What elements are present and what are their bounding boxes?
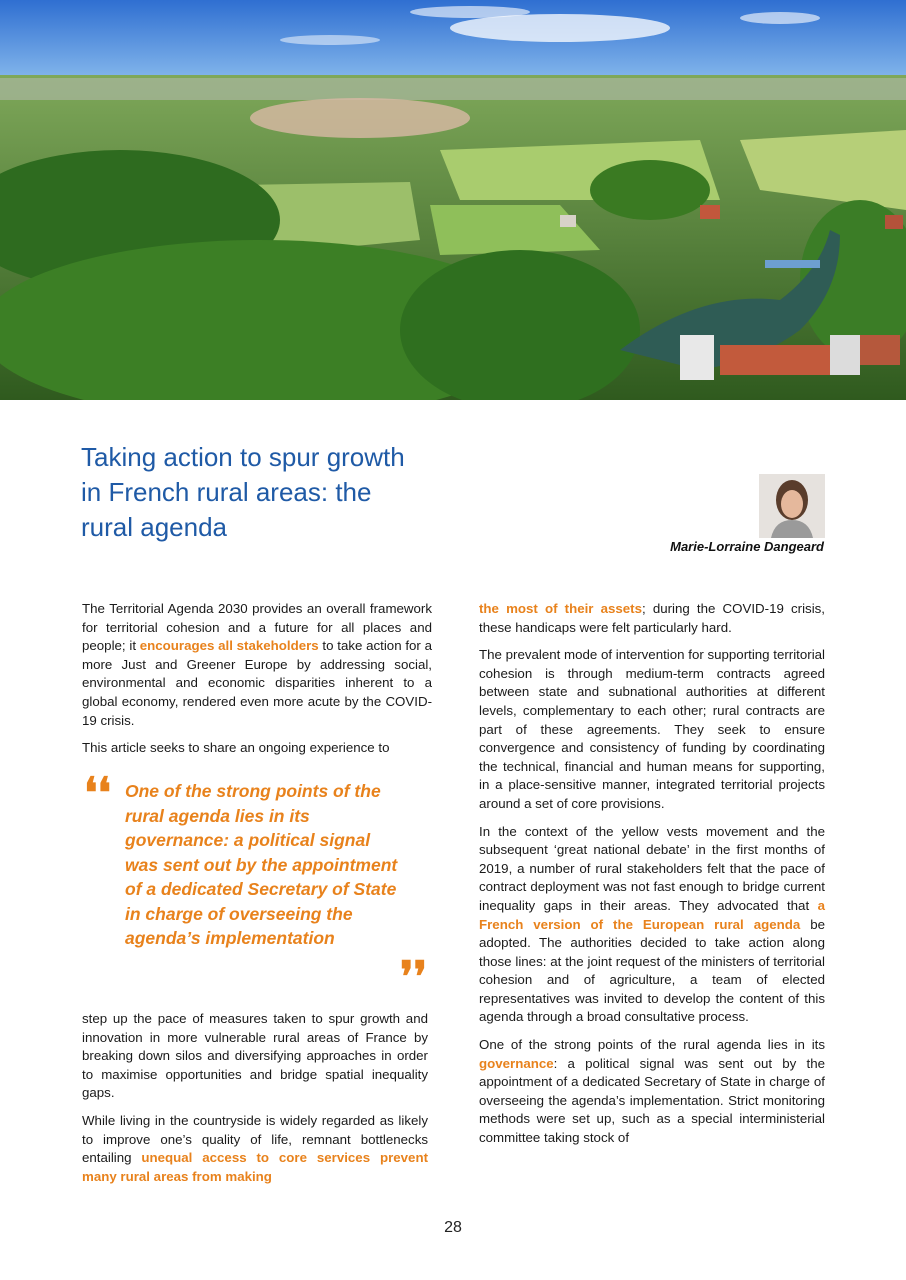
left-column-bottom [82, 1010, 428, 1195]
paragraph-assets: the most of their assets; during the COVID-19 crisis, these handicaps were felt particularly hard. [479, 601, 825, 635]
close-quote-icon: ❜❜ [400, 952, 428, 1001]
paragraph-governance: One of the strong points of the rural agenda lies in its governance: a political signal was sent out by the appointment of a dedicated Secretary of State in charge of overseeing the agenda’s implementation. Strict monitoring methods were set up, such as a special interministerial committee taking stock of [479, 1037, 825, 1146]
highlight-governance: governance [479, 1055, 554, 1071]
intro-paragraph: The Territorial Agenda 2030 provides an overall framework for territorial cohesion and a future for all places and people; it encourages all stakeholders to take action for a more Just and Greener Europe by addressing social, environmental and economic disparities inherent to a global economy, rendered even more acute by the COVID-19 crisis. [82, 601, 432, 728]
hero-photo [0, 0, 906, 400]
paragraph-step-up: step up the pace of measures taken to spur growth and innovation in more vulnerable rural areas of France by breaking down silos and diversifying approaches in order to maximise opportunities and bridge spatial inequality gaps. [82, 1011, 428, 1101]
page-number: 28 [444, 1219, 462, 1236]
right-column [479, 600, 825, 1157]
pull-quote: One of the strong points of the rural agenda lies in its governance: a political signal was sent out by the appointment of a dedicated Secretary of State in charge of overseeing the agenda’s implementation [125, 781, 398, 948]
article-intent-paragraph: This article seeks to share an ongoing experience to [82, 740, 390, 756]
open-quote-icon: ❛❛ [84, 768, 112, 817]
left-column-top [82, 600, 432, 767]
paragraph-countryside: While living in the countryside is widely regarded as likely to improve one’s quality of life, remnant bottlenecks entailing unequal access to core services prevent many rural areas from making [82, 1112, 428, 1184]
paragraph-intervention: The prevalent mode of intervention for supporting territorial cohesion is through medium-term contracts agreed between state and subnational authorities at different levels, complementary to each other; rural contracts are part of these agreements. They seek to ensure convergence and consistency of funding by coordinating the technical, financial and human means for supporting, in a place-sensitive manner, integrated territorial projects around a set of core provisions. [479, 647, 825, 811]
highlight-rural-agenda: a French version of the European rural agenda [479, 897, 825, 932]
highlight-assets: the most of their assets [479, 601, 643, 616]
highlight-stakeholders: encourages all stakeholders [139, 638, 319, 654]
article-title: Taking action to spur growth in French rural areas: the rural agenda [81, 442, 405, 542]
author-name: Marie-Lorraine Dangeard [670, 539, 824, 554]
author-photo [759, 474, 825, 538]
highlight-unequal-access: unequal access to core services prevent many rural areas from making [82, 1150, 428, 1184]
paragraph-yellow-vests: In the context of the yellow vests movement and the subsequent ‘great national debate’ in the first months of 2019, a number of rural stakeholders felt that the pace of contract deployment was not fast enough to bridge current inequality gaps in their areas. They advocated that a French version of the European rural agenda be adopted. The authorities decided to take action along those lines: at the joint request of the ministers of territorial cohesion and of agriculture, a team of elected representatives was invited to develop the content of this agenda through a broad consultative process. [479, 823, 825, 1025]
